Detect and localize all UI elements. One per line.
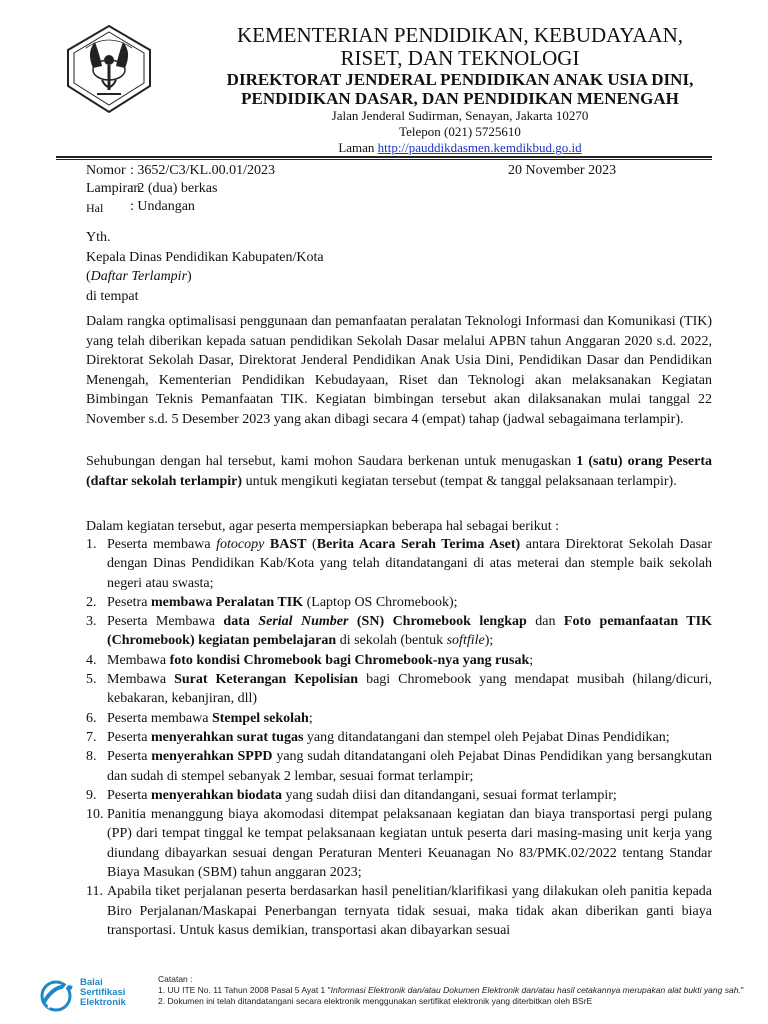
header-rule [56, 156, 712, 158]
header-rule-thin [56, 159, 712, 160]
ministry-line2: RISET, DAN TEKNOLOGI [340, 46, 580, 70]
nomor-label: Nomor [86, 163, 126, 178]
paragraph-3: Dalam kegiatan tersebut, agar peserta mempersiapkan beberapa hal sebagai berikut : [86, 519, 560, 534]
paragraph-2: Sehubungan dengan hal tersebut, kami mohon Saudara berkenan untuk menugaskan 1 (satu) orang Peserta (daftar sekolah terlampir) untuk mengikuti kegiatan tersebut (tempat & tanggal pelaksanaan terlampir). [86, 454, 712, 489]
footer-note-2: 2. Dokumen ini telah ditandatangani secara elektronik menggunakan sertifikat elektronik yang diterbitkan oleh BSrE [158, 996, 593, 1006]
ministry-name [160, 24, 760, 70]
recipient-line1: Kepala Dinas Pendidikan Kabupaten/Kota [86, 249, 324, 265]
list-item: 6. Peserta membawa Stempel sekolah; [86, 710, 313, 726]
requirements-list [86, 535, 712, 940]
phone: Telepon (021) 5725610 [399, 124, 521, 139]
ministry-line1: KEMENTERIAN PENDIDIKAN, KEBUDAYAAN, [236, 23, 684, 47]
directorate-line1: DIREKTORAT JENDERAL PENDIDIKAN ANAK USIA DINI, [226, 70, 694, 89]
catatan-label: Catatan : [158, 974, 193, 984]
directorate-name [160, 70, 760, 108]
hal-label: Hal [86, 201, 104, 215]
list-item: 8. Peserta menyerahkan SPPD yang sudah ditandatangani oleh Pejabat Dinas Pendidikan yang bersangkutan dan sudah di stempel sebanyak 2 lembar, sesuai format terlampir; [86, 749, 712, 784]
recipient-block [86, 228, 712, 306]
letter-date: 20 November 2023 [508, 163, 617, 178]
bse-label: Balai Sertifikasi Elektronik [80, 977, 126, 1008]
list-item: 2. Pesetra membawa Peralatan TIK (Laptop OS Chromebook); [86, 594, 458, 610]
contact-info [160, 108, 760, 156]
lampiran-label: Lampiran [86, 181, 141, 196]
recipient-list-note: Daftar Terlampir [90, 269, 188, 285]
list-item: 3. Peserta Membawa data Serial Number (SN) Chromebook lengkap dan Foto pemanfaatan TIK (Chromebook) kegiatan pembelajaran di sekolah (bentuk softfile); [86, 614, 712, 649]
footer-note-1: 1. UU ITE No. 11 Tahun 2008 Pasal 5 Ayat 1 "Informasi Elektronik dan/atau Dokumen Elektronik dan/atau hasil cetakannya merupakan alat bukti yang sah." [158, 985, 744, 995]
list-item: 1. Peserta membawa fotocopy BAST (Berita Acara Serah Terima Aset) antara Direktorat Sekolah Dasar dengan Dinas Pendidikan Kab/Kota yang telah ditandatangani di atas meterai dan stemple baik sekolah negeri atau swasta; [86, 537, 712, 591]
footer-notes [158, 974, 744, 1007]
recipient-yth: Yth. [86, 230, 111, 245]
hal-value: : Undangan [130, 199, 195, 214]
recipient-line3: di tempat [86, 288, 139, 304]
tut-wuri-handayani-logo [62, 22, 156, 116]
list-item: 7. Peserta menyerahkan surat tugas yang ditandatangani dan stempel oleh Pejabat Dinas Pendidikan; [86, 729, 670, 745]
list-item: 11. Apabila tiket perjalanan peserta berdasarkan hasil penelitian/klarifikasi yang dilakukan oleh panitia kepada Biro Perjalanan/Maskapai Penerbangan ternyata tidak sesuai, maka tidak akan diberikan ganti biaya transportasi. Untuk kasus demikian, transportasi akan dibayarkan sesuai [86, 884, 712, 938]
website-link[interactable]: http://pauddikdasmen.kemdikbud.go.id [377, 140, 582, 155]
nomor-value: : 3652/C3/KL.00.01/2023 [130, 163, 276, 178]
website-line [160, 140, 760, 156]
recipient-line2: (Daftar Terlampir) [86, 269, 192, 285]
paragraph-1: Dalam rangka optimalisasi penggunaan dan pemanfaatan peralatan Teknologi Informasi dan Komunikasi (TIK) yang telah diberikan kepada satuan pendidikan Sekolah Dasar melalui APBN tahun Anggaran 2020 s.d. 2022, Direktorat Sekolah Dasar, Direktorat Jenderal Pendidikan Anak Usia Dini, Pendidikan Dasar dan Pendidikan Menengah, Kementerian Pendidikan Kebudayaan, Riset dan Teknologi akan melaksanakan Kegiatan Bimbingan Teknis Pemanfaatan TIK. Kegiatan bimbingan tersebut akan dilaksanakan mulai tanggal 22 November s.d. 5 Desember 2023 yang akan dibagi secara 4 (empat) tahap (jadwal sebagaimana terlampir). [86, 314, 712, 427]
address: Jalan Jenderal Sudirman, Senayan, Jakarta 10270 [331, 108, 589, 123]
directorate-line2: PENDIDIKAN DASAR, DAN PENDIDIKAN MENENGAH [241, 89, 679, 108]
bse-logo-icon [38, 978, 78, 1017]
list-item: 5. Membawa Surat Keterangan Kepolisian bagi Chromebook yang mendapat musibah (hilang/dicuri, kebakaran, kebanjiran, dll) [86, 672, 713, 707]
nomor-row [86, 162, 132, 180]
list-item: 10. Panitia menanggung biaya akomodasi ditempat pelaksanaan kegiatan dan biaya transportasi pergi pulang (PP) dari tempat tinggal ke tempat pelaksanaan kegiatan untuk peserta dari masing-masing unit kerja yang diundang dibayarkan sesuai dengan Peraturan Menteri Keuanagan No 83/PMK.02/2022 tentang Standar Biaya Masukan (SBM) tahun anggaran 2023; [86, 807, 712, 881]
list-item: 9. Peserta menyerahkan biodata yang sudah diisi dan ditandangani, sesuai format terlampir; [86, 787, 617, 803]
list-item: 4. Membawa foto kondisi Chromebook bagi Chromebook-nya yang rusak; [86, 652, 534, 668]
website-label: Laman [338, 140, 375, 155]
lampiran-value: : 2 (dua) berkas [130, 181, 218, 196]
